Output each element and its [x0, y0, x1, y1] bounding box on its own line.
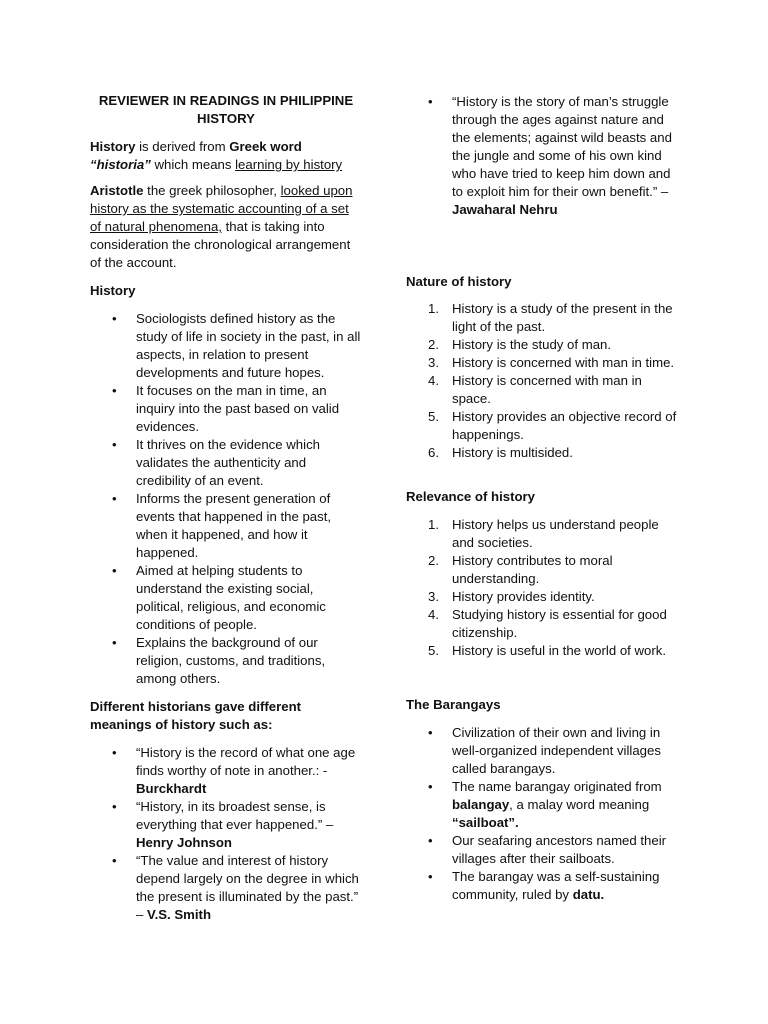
list-item-text: Our seafaring ancestors named their villages after their sailboats.	[452, 833, 667, 866]
learning-by-history: learning by history	[235, 157, 343, 172]
list-item-text: History is useful in the world of work.	[452, 643, 667, 658]
history-term: History	[90, 139, 136, 154]
sailboat-term: “sailboat”.	[452, 815, 519, 830]
list-number: 5.	[428, 643, 439, 658]
bullet-icon: •	[428, 833, 433, 848]
list-item	[406, 832, 684, 868]
list-item-text: History helps us understand people and societies.	[452, 517, 659, 550]
bullet-icon: •	[112, 799, 117, 814]
list-item-text: Aimed at helping students to understand the existing social, political, religious, and economic conditions of people.	[136, 563, 326, 632]
list-item	[90, 634, 362, 688]
list-number: 2.	[428, 553, 439, 568]
meanings-bullet-list	[90, 744, 362, 924]
bullet-icon: •	[112, 745, 117, 760]
list-number: 3.	[428, 589, 439, 604]
section-heading-barangays: The Barangays	[406, 697, 501, 712]
list-item	[406, 724, 684, 778]
intro-text: the greek philosopher,	[143, 183, 281, 198]
list-item-text: History is the study of man.	[452, 337, 612, 352]
quote-text: “History, in its broadest sense, is everything that ever happened.” –	[136, 799, 334, 832]
list-item-text: It thrives on the evidence which validates the authenticity and credibility of an event.	[136, 437, 320, 488]
list-item-text: History provides an objective record of happenings.	[452, 409, 677, 442]
list-item	[406, 372, 684, 408]
list-item	[406, 336, 684, 354]
list-number: 5.	[428, 409, 439, 424]
list-item-text: History is concerned with man in space.	[452, 373, 642, 406]
list-item	[406, 516, 684, 552]
document-title: REVIEWER IN READINGS IN PHILIPPINE HISTORY	[98, 93, 354, 126]
list-item-text: It focuses on the man in time, an inquiry into the past based on valid evidences.	[136, 383, 340, 434]
list-item	[406, 778, 684, 832]
bullet-icon: •	[428, 779, 433, 794]
nature-numbered-list	[406, 300, 684, 462]
quote-author: Burckhardt	[136, 781, 207, 796]
list-item-text: Sociologists defined history as the study of life in society in the past, in all aspects, in relation to present developments and future hopes.	[136, 311, 361, 380]
list-item	[406, 408, 684, 444]
bullet-icon: •	[112, 853, 117, 868]
section-heading-history: History	[90, 283, 136, 298]
relevance-numbered-list	[406, 516, 684, 660]
bullet-icon: •	[428, 94, 433, 109]
list-item-text: History provides identity.	[452, 589, 595, 604]
list-item-text: Explains the background of our religion, customs, and traditions, among others.	[136, 635, 326, 686]
bullet-icon: •	[112, 311, 117, 326]
balangay-term: balangay	[452, 797, 510, 812]
bullet-icon: •	[112, 563, 117, 578]
list-item-text: Civilization of their own and living in well-organized independent villages called barangays.	[452, 725, 661, 776]
section-heading-relevance: Relevance of history	[406, 489, 535, 504]
aristotle-definition: looked upon history as the systematic accounting of a set of natural phenomena,	[90, 183, 353, 234]
list-number: 2.	[428, 337, 439, 352]
bullet-icon: •	[112, 635, 117, 650]
list-item-text: Studying history is essential for good citizenship.	[452, 607, 667, 640]
list-item-text: , a malay word meaning	[509, 797, 650, 812]
intro-text: which means	[150, 157, 236, 172]
quote-author: Jawaharal Nehru	[452, 202, 558, 217]
list-item	[90, 310, 362, 382]
bullet-icon: •	[112, 383, 117, 398]
quote-text: “History is the story of man’s struggle through the ages against nature and the elements; against wild beasts and the jungle and some of his own kind who have tried to keep him down and to exploit him for their own benefit.” –	[452, 94, 672, 199]
list-number: 4.	[428, 373, 439, 388]
section-heading-meanings: Different historians gave different meanings of history such as:	[90, 699, 302, 732]
list-item-text: History is multisided.	[452, 445, 573, 460]
list-item	[90, 744, 362, 798]
list-number: 1.	[428, 301, 439, 316]
quote-text: “The value and interest of history depend largely on the degree in which the present is illuminated by the past.” –	[136, 853, 359, 922]
list-item	[406, 300, 684, 336]
list-item	[90, 490, 362, 562]
intro-text: that is taking into consideration the chronological arrangement of the account.	[90, 219, 351, 270]
list-item	[90, 852, 362, 924]
quote-text: “History is the record of what one age finds worthy of note in another.: -	[136, 745, 356, 778]
list-item-text: History is concerned with man in time.	[452, 355, 675, 370]
aristotle-term: Aristotle	[90, 183, 144, 198]
intro-text: is derived from	[135, 139, 230, 154]
list-number: 4.	[428, 607, 439, 622]
quote-author: V.S. Smith	[147, 907, 212, 922]
bullet-icon: •	[428, 869, 433, 884]
list-item	[90, 562, 362, 634]
list-number: 3.	[428, 355, 439, 370]
list-item	[406, 354, 684, 372]
history-bullet-list	[90, 310, 362, 688]
list-item-text: History contributes to moral understanding.	[452, 553, 613, 586]
list-item	[90, 436, 362, 490]
list-item-text: History is a study of the present in the light of the past.	[452, 301, 673, 334]
list-item	[406, 552, 684, 588]
list-number: 6.	[428, 445, 439, 460]
datu-term: datu.	[572, 887, 605, 902]
bullet-icon: •	[112, 437, 117, 452]
bullet-icon: •	[428, 725, 433, 740]
intro-paragraph-aristotle	[90, 182, 362, 272]
quote-author: Henry Johnson	[136, 835, 232, 850]
list-item	[406, 93, 684, 219]
list-item-text: The barangay was a self-sustaining community, ruled by	[452, 869, 660, 902]
meanings-bullet-list-continued	[406, 93, 684, 219]
list-item-text: The name barangay originated from	[452, 779, 662, 794]
barangays-bullet-list	[406, 724, 684, 904]
list-item	[406, 868, 684, 904]
greek-word-term: Greek word	[229, 139, 302, 154]
list-item	[406, 588, 684, 606]
list-item	[90, 798, 362, 852]
list-item-text: Informs the present generation of events that happened in the past, when it happened, and how it happened.	[136, 491, 332, 560]
list-item	[406, 444, 684, 462]
historia-term: “historia”	[90, 157, 151, 172]
bullet-icon: •	[112, 491, 117, 506]
section-heading-nature: Nature of history	[406, 274, 512, 289]
intro-paragraph-history	[90, 138, 362, 174]
list-item	[406, 642, 684, 660]
list-item	[406, 606, 684, 642]
list-number: 1.	[428, 517, 439, 532]
list-item	[90, 382, 362, 436]
